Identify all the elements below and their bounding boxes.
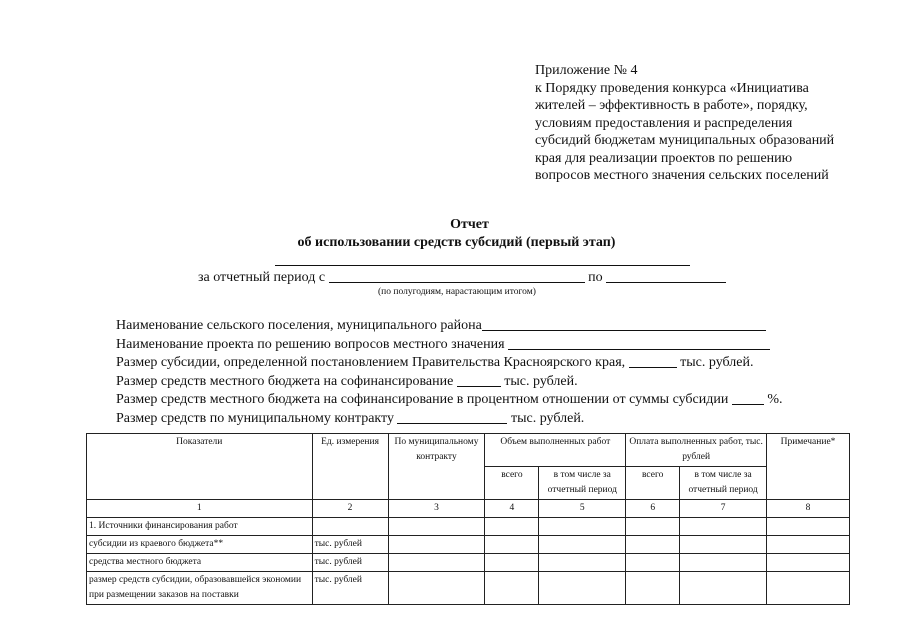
column-number: 1 — [87, 500, 313, 518]
local-budget-unit: тыс. рублей. — [504, 373, 578, 389]
project-label: Наименование проекта по решению вопросов местного значения — [116, 336, 505, 352]
info-block — [116, 316, 783, 427]
table-cell[interactable] — [539, 518, 626, 536]
contract-label: Размер средств по муниципальному контракту — [116, 410, 394, 426]
row-label: субсидии из краевого бюджета** — [87, 536, 313, 554]
column-number-row — [87, 500, 850, 518]
report-subtitle: об использовании средств субсидий (первый этап) — [297, 235, 616, 250]
settlement-label: Наименование сельского поселения, муниципального района — [116, 318, 482, 333]
contract-unit: тыс. рублей. — [510, 410, 585, 426]
table-cell[interactable] — [485, 572, 539, 605]
table-cell[interactable] — [539, 536, 626, 554]
row-unit: тыс. рублей — [312, 554, 388, 572]
column-number: 3 — [388, 500, 485, 518]
table-row — [87, 536, 850, 554]
table-cell[interactable] — [680, 572, 767, 605]
table-cell[interactable] — [539, 554, 626, 572]
column-number: 8 — [767, 500, 850, 518]
local-percent-field[interactable] — [732, 390, 764, 405]
appendix-line: края для реализации проектов по решению — [535, 150, 793, 166]
table-row — [87, 554, 850, 572]
header-volume: Объем выполненных работ — [485, 434, 626, 467]
column-number: 6 — [626, 500, 680, 518]
subsidy-unit: тыс. рублей. — [680, 355, 754, 370]
period-note: (по полугодиям, нарастающим итогом) — [378, 287, 536, 297]
table-cell[interactable] — [767, 518, 850, 536]
contract-row — [116, 409, 783, 428]
column-number: 4 — [485, 500, 539, 518]
row-unit: тыс. рублей — [312, 536, 388, 554]
table-cell[interactable] — [388, 572, 485, 605]
table-cell[interactable] — [767, 572, 850, 605]
header-row — [87, 434, 850, 467]
table-cell[interactable] — [485, 518, 539, 536]
title-underline — [275, 265, 690, 266]
subsidy-field[interactable] — [629, 353, 677, 368]
subheader-total: всего — [485, 467, 539, 500]
table-cell[interactable] — [539, 572, 626, 605]
row-label: средства местного бюджета — [87, 554, 313, 572]
column-number: 7 — [680, 500, 767, 518]
appendix-line: условиям предоставления и распределения — [535, 115, 793, 131]
table-cell[interactable] — [680, 518, 767, 536]
period-to-label: по — [588, 270, 603, 285]
column-number: 2 — [312, 500, 388, 518]
appendix-line: вопросов местного значения сельских поселений — [535, 168, 829, 183]
appendix-line: субсидий бюджетам муниципальных образований — [535, 133, 835, 148]
appendix-line: жителей – эффективность в работе», порядку, — [535, 98, 808, 113]
period-line — [198, 268, 726, 286]
subheader-incl-period: в том числе за отчетный период — [680, 467, 767, 500]
header-contract: По муниципальному контракту — [388, 434, 485, 500]
appendix-block — [535, 62, 875, 185]
local-budget-label: Размер средств местного бюджета на софинансирование — [116, 373, 454, 389]
local-percent-unit: %. — [767, 392, 783, 407]
row-unit: тыс. рублей — [312, 572, 388, 605]
header-payment: Оплата выполненных работ, тыс. рублей — [626, 434, 767, 467]
local-percent-row — [116, 390, 783, 409]
table-row — [87, 518, 850, 536]
column-number: 5 — [539, 500, 626, 518]
settlement-field[interactable] — [482, 316, 766, 331]
appendix-line: Приложение № 4 — [535, 63, 638, 78]
table-cell[interactable] — [388, 518, 485, 536]
table-cell[interactable] — [626, 518, 680, 536]
project-field[interactable] — [508, 335, 770, 350]
row-label: размер средств субсидии, образовавшейся экономии при размещении заказов на поставки — [87, 572, 313, 605]
table-cell[interactable] — [680, 536, 767, 554]
header-note: Примечание* — [767, 434, 850, 500]
table-cell[interactable] — [626, 536, 680, 554]
header-unit: Ед. измерения — [312, 434, 388, 500]
table-cell[interactable] — [626, 554, 680, 572]
table-cell[interactable] — [767, 554, 850, 572]
subheader-total: всего — [626, 467, 680, 500]
report-table — [86, 433, 850, 605]
project-row — [116, 335, 783, 354]
subsidy-label: Размер субсидии, определенной постановлением Правительства Красноярского края, — [116, 355, 626, 370]
row-unit — [312, 518, 388, 536]
table-row — [87, 572, 850, 605]
table-cell[interactable] — [680, 554, 767, 572]
row-label: 1. Источники финансирования работ — [87, 518, 313, 536]
contract-field[interactable] — [397, 409, 507, 424]
appendix-line: к Порядку проведения конкурса «Инициатива — [535, 80, 809, 96]
period-to-field[interactable] — [606, 268, 726, 283]
local-budget-row — [116, 372, 783, 391]
table-cell[interactable] — [388, 536, 485, 554]
table-cell[interactable] — [485, 554, 539, 572]
table-cell[interactable] — [388, 554, 485, 572]
table-cell[interactable] — [767, 536, 850, 554]
table-cell[interactable] — [626, 572, 680, 605]
local-budget-field[interactable] — [457, 372, 501, 387]
subheader-incl-period: в том числе за отчетный период — [539, 467, 626, 500]
table-cell[interactable] — [485, 536, 539, 554]
period-from-field[interactable] — [329, 268, 585, 283]
settlement-row — [116, 316, 783, 335]
period-from-label: за отчетный период с — [198, 270, 326, 285]
subsidy-row — [116, 353, 783, 372]
header-indicators: Показатели — [87, 434, 313, 500]
local-percent-label: Размер средств местного бюджета на софинансирование в процентном отношении от суммы субсидии — [116, 392, 729, 407]
report-title: Отчет — [450, 217, 489, 232]
